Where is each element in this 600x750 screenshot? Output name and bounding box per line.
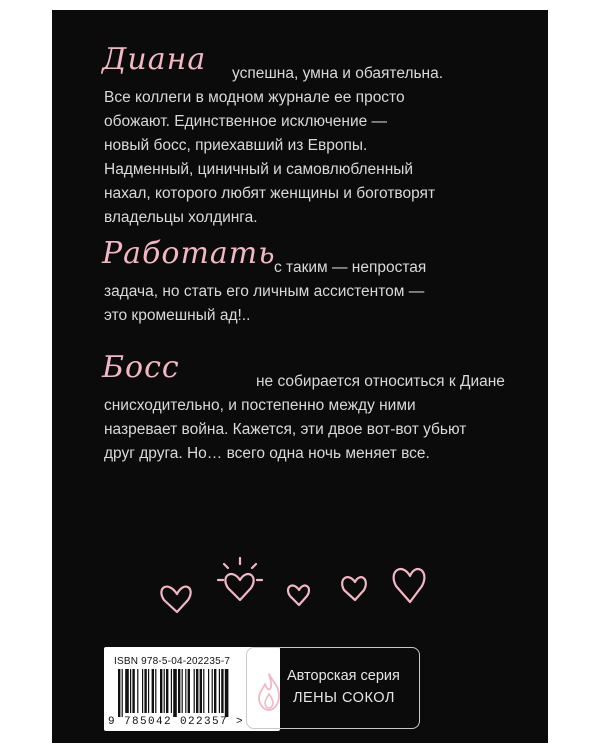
text-line: с таким — непростая [274, 259, 427, 276]
text-line: Все коллеги в модном журнале ее просто [104, 89, 405, 106]
heart-icon [288, 586, 309, 605]
text-line: снисходительно, и постепенно между ними [104, 397, 416, 414]
flame-icon [255, 672, 283, 712]
text-line: это кромешный ад!.. [104, 307, 251, 324]
text-line: Надменный, циничный и самовлюбленный [104, 161, 414, 178]
script-word-boss: Босс [102, 350, 180, 385]
text-line: обожают. Единственное исключение — [104, 113, 388, 130]
barcode-digits: 9 785042 022357 > [108, 716, 245, 728]
back-cover [52, 10, 548, 743]
text-line: задача, но стать его личным ассистентом — [104, 283, 425, 300]
heart-icon [225, 574, 253, 600]
script-word-rabotat: Работать [102, 236, 276, 271]
series-author: ЛЕНЫ СОКОЛ [293, 690, 395, 706]
series-label: Авторская серия [287, 668, 400, 684]
sparkle-icon [218, 558, 262, 580]
heart-icon [394, 569, 425, 602]
text-line: владельцы холдинга. [104, 209, 258, 226]
text-line: нахал, которого любят женщины и боготворят [104, 185, 436, 202]
text-line: назревает война. Кажется, эти двое вот-вот убьют [104, 421, 467, 438]
text-line: не собирается относиться к Диане [256, 373, 505, 390]
hearts-decoration [52, 550, 548, 630]
isbn-number: ISBN 978-5-04-202235-7 [114, 656, 231, 667]
series-badge [246, 647, 420, 729]
text-line: новый босс, приехавший из Европы. [104, 137, 368, 154]
text-line: успешна, умна и обаятельна. [232, 65, 444, 82]
script-word-diana: Диана [102, 42, 207, 77]
heart-icon [161, 587, 190, 612]
text-line: друг друга. Но… всего одна ночь меняет все. [104, 445, 430, 462]
heart-icon [342, 577, 366, 600]
